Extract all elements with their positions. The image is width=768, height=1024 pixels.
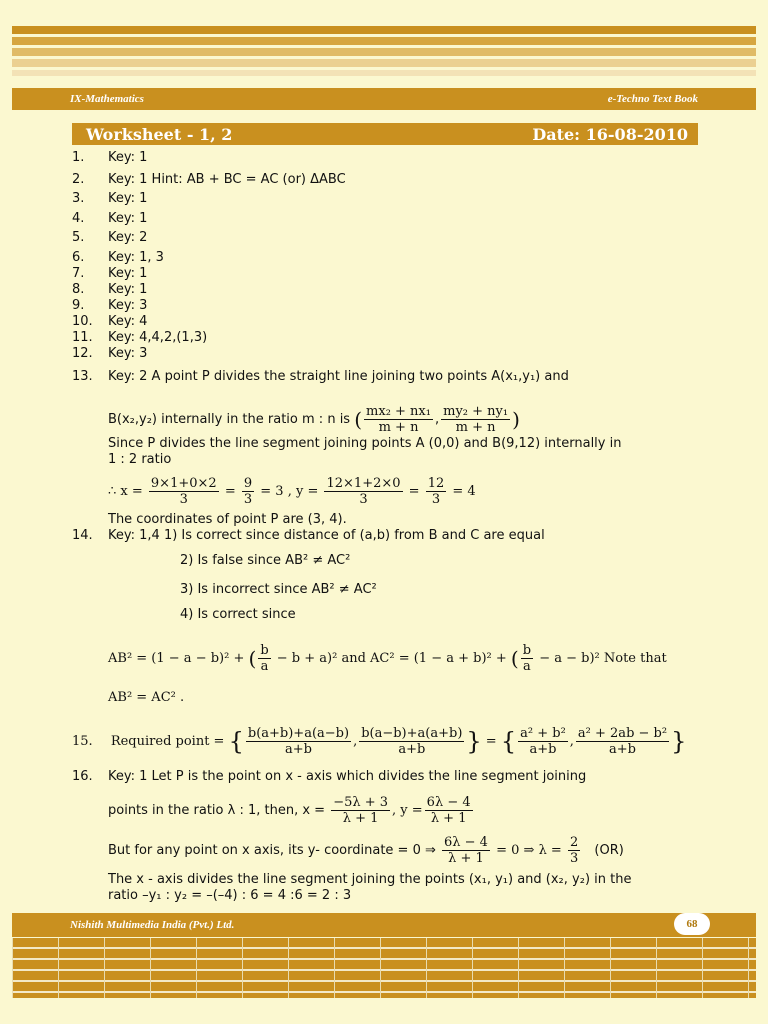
footer-grid [12, 938, 756, 998]
header-banner [12, 88, 756, 110]
book-label: e-Techno Text Book [607, 93, 698, 105]
subject-label: IX-Mathematics [70, 93, 144, 105]
publisher-label: Nishith Multimedia India (Pvt.) Ltd. [70, 919, 235, 931]
worksheet-title: Worksheet - 1, 2 [86, 124, 233, 144]
worksheet-date: Date: 16-08-2010 [532, 124, 688, 144]
page-number: 68 [674, 913, 710, 935]
footer-banner [12, 913, 756, 937]
header-stripes [12, 26, 756, 79]
worksheet-title-bar [72, 123, 698, 145]
